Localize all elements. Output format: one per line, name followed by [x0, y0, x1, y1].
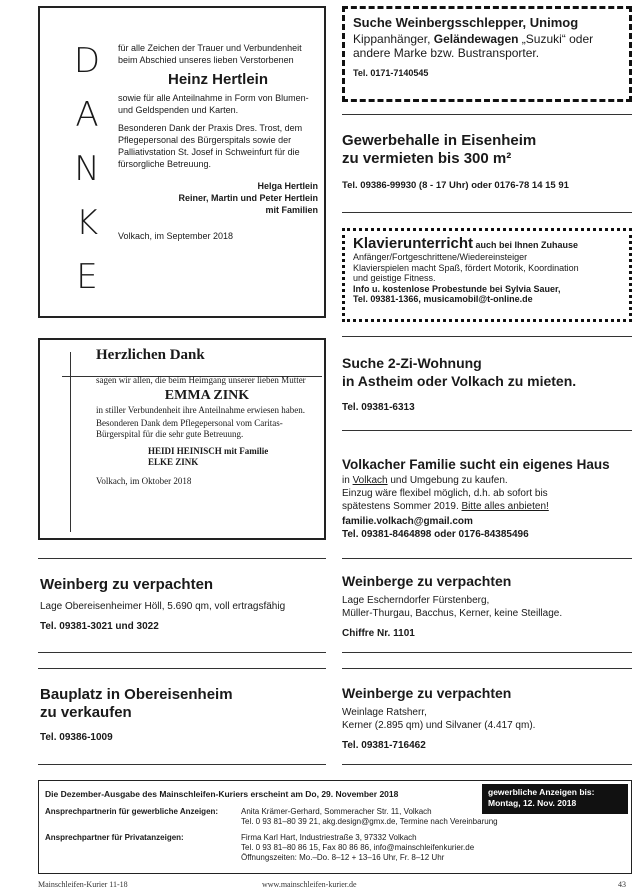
- herzlichen-dank-ad: [38, 338, 326, 540]
- danke-p1: sowie für alle Anteilnahme in Form von Blumen- und Geldspenden und Karten.: [118, 93, 309, 115]
- ad-tel: Chiffre Nr. 1101: [342, 628, 415, 639]
- ad-title-2: in Astheim oder Volkach zu mieten.: [342, 373, 577, 389]
- ad-title-2: zu verkaufen: [40, 704, 132, 721]
- contact-private-label: Ansprechpartner für Privatanzeigen:: [45, 833, 184, 842]
- divider: [38, 764, 326, 765]
- ad-line-1: Lage Escherndorfer Fürstenberg,: [342, 595, 490, 606]
- divider: [342, 558, 632, 559]
- ad-line-4: Info u. kostenlose Probestunde bei Sylvia Sauer,: [353, 283, 561, 294]
- ad-tel: Tel. 09386-1009: [40, 732, 113, 743]
- info-headline: Die Dezember-Ausgabe des Mainschleifen-Kuriers erscheint am Do, 29. November 2018: [45, 789, 399, 799]
- weinberge-ad-1: [342, 572, 632, 639]
- ad-title: Suche Weinbergsschlepper, Unimog: [353, 15, 579, 30]
- danke-sig2: Reiner, Martin und Peter Hertlein: [178, 193, 318, 203]
- danke-handwritten-letters: [62, 34, 112, 304]
- ad-line-2: Kerner (2.895 qm) und Silvaner (4.417 qm).: [342, 720, 536, 731]
- letter-d: D: [73, 41, 101, 81]
- danke-sig1: Helga Hertlein: [257, 181, 318, 191]
- divider: [342, 114, 632, 115]
- zink-p1: in stiller Verbundenheit ihre Anteilnahme erwiesen haben.: [96, 405, 306, 415]
- danke-text: [118, 42, 318, 242]
- herzlichen-dank-text: [96, 347, 318, 487]
- ad-line-3: spätestens Sommer 2019. Bitte alles anbieten!: [342, 501, 549, 512]
- ad-title: Volkacher Familie sucht ein eigenes Haus: [342, 457, 610, 472]
- ad-tel: Tel. 09381-716462: [342, 740, 426, 751]
- zink-place: Volkach, im Oktober 2018: [96, 476, 192, 486]
- footer-website: www.mainschleifen-kurier.de: [262, 880, 357, 889]
- divider: [342, 764, 632, 765]
- ad-title: Weinberg zu verpachten: [40, 576, 214, 593]
- contact-commercial: [45, 807, 625, 831]
- ad-line-5: Tel. 09381-1366, musicamobil@t-online.de: [353, 294, 533, 304]
- divider: [342, 336, 632, 337]
- ad-line-3: und geistige Fitness.: [353, 273, 436, 283]
- divider: [38, 558, 326, 559]
- ad-text: Kippanhänger, Geländewagen „Suzuki“ oder andere Marke bzw. Bustransporter.: [353, 32, 594, 60]
- divider: [38, 668, 326, 669]
- ad-title: Weinberge zu verpachten: [342, 573, 512, 589]
- ad-line-2: Einzug wäre flexibel möglich, d.h. ab sofort bis: [342, 488, 548, 499]
- ad-title-1: Gewerbehalle in Eisenheim: [342, 132, 537, 149]
- contact-commercial-label: Ansprechpartnerin für gewerbliche Anzeigen:: [45, 807, 219, 816]
- divider: [342, 668, 632, 669]
- divider: [342, 212, 632, 213]
- zink-deceased-name: EMMA ZINK: [164, 388, 250, 403]
- deadline-label: gewerbliche Anzeigen bis:: [488, 787, 595, 797]
- ad-title: Klavierunterricht auch bei Ihnen Zuhause: [353, 235, 579, 252]
- letter-e: E: [76, 257, 98, 297]
- ad-tel: Tel. 09381-8464898 oder 0176-84385496: [342, 529, 529, 540]
- divider: [342, 652, 632, 653]
- ad-title-1: Suche 2-Zi-Wohnung: [342, 355, 482, 371]
- footer-page-number: 43: [618, 880, 626, 889]
- wohnung-ad: [342, 354, 632, 413]
- cross-vertical: [70, 352, 71, 532]
- ad-title: Weinberge zu verpachten: [342, 685, 512, 701]
- ad-tel: Tel. 09381-6313: [342, 402, 415, 413]
- contact-private: [45, 833, 625, 867]
- contact-commercial-line-1: Anita Krämer-Gerhard, Sommeracher Str. 11, Volkach: [241, 807, 432, 816]
- danke-place: Volkach, im September 2018: [118, 231, 234, 241]
- contact-private-line-2: Tel. 0 93 81–80 86 15, Fax 80 86 86, info@mainschleifenkurier.de: [241, 843, 475, 852]
- contact-private-line-1: Firma Karl Hart, Industriestraße 3, 97332 Volkach: [241, 833, 417, 842]
- letter-n: N: [74, 149, 100, 189]
- ad-title: Herzlichen Dank: [96, 347, 205, 363]
- ad-tel: Tel. 09381-3021 und 3022: [40, 621, 159, 632]
- ad-text: Lage Obereisenheimer Höll, 5.690 qm, voll ertragsfähig: [40, 601, 286, 612]
- klavierunterricht-ad: [342, 228, 632, 322]
- danke-ad-box: [38, 6, 326, 318]
- ad-line-1: in Volkach und Umgebung zu kaufen.: [342, 475, 508, 486]
- familie-ad: [342, 456, 632, 540]
- footer-issue: Mainschleifen-Kurier 11-18: [38, 880, 128, 889]
- bauplatz-ad: [40, 686, 326, 743]
- ad-line-1: Weinlage Ratsherr,: [342, 707, 427, 718]
- danke-sig3: mit Familien: [265, 205, 318, 215]
- danke-intro: für alle Zeichen der Trauer und Verbundenheit beim Abschied unseres lieben Verstorbenen: [118, 43, 302, 65]
- ad-line-1: Anfänger/Fortgeschrittene/Wiedereinsteiger: [353, 252, 528, 262]
- contact-private-line-3: Öffnungszeiten: Mo.–Do. 8–12 + 13–16 Uhr, Fr. 8–12 Uhr: [241, 853, 445, 862]
- ad-email: familie.volkach@gmail.com: [342, 516, 473, 527]
- weinberge-ad-2: [342, 684, 632, 751]
- gewerbehalle-ad: [342, 132, 632, 191]
- weinberg-ad: [40, 576, 326, 632]
- zink-sig1: HEIDI HEINISCH mit Familie: [148, 446, 269, 456]
- danke-p2: Besonderen Dank der Praxis Dres. Trost, dem Pflegepersonal des Bürgerspitals sowie der Palliativstation St. Josef in Schweinfurt für die fürsorgliche Betreuung.: [118, 123, 303, 169]
- zink-p2: Besonderen Dank dem Pflegepersonal vom Caritas-Bürgerspital für die sehr gute Betreuung.: [96, 418, 283, 439]
- ad-tel: Tel. 0171-7140545: [353, 68, 429, 78]
- ad-title-1: Bauplatz in Obereisenheim: [40, 686, 233, 703]
- ad-tel: Tel. 09386-99930 (8 - 17 Uhr) oder 0176-78 14 15 91: [342, 180, 569, 191]
- letter-a: A: [75, 95, 99, 135]
- contact-commercial-line-2: Tel. 0 93 81–80 39 21, akg.design@gmx.de, Termine nach Vereinbarung: [241, 817, 498, 826]
- deadline-date: Montag, 12. Nov. 2018: [488, 798, 577, 808]
- ad-line-2: Klavierspielen macht Spaß, fördert Motorik, Koordination: [353, 262, 579, 273]
- publishing-info-box: [38, 780, 632, 874]
- danke-deceased-name: Heinz Hertlein: [167, 71, 269, 88]
- ad-title-2: zu vermieten bis 300 m²: [342, 150, 512, 167]
- letter-k: K: [75, 203, 99, 243]
- divider: [38, 652, 326, 653]
- zink-sig2: ELKE ZINK: [148, 457, 199, 467]
- divider: [342, 430, 632, 431]
- zink-intro: sagen wir allen, die beim Heimgang unserer lieben Mutter: [96, 375, 306, 385]
- ad-line-2: Müller-Thurgau, Bacchus, Kerner, keine Steillage.: [342, 608, 563, 619]
- weinbergsschlepper-ad: [342, 6, 632, 102]
